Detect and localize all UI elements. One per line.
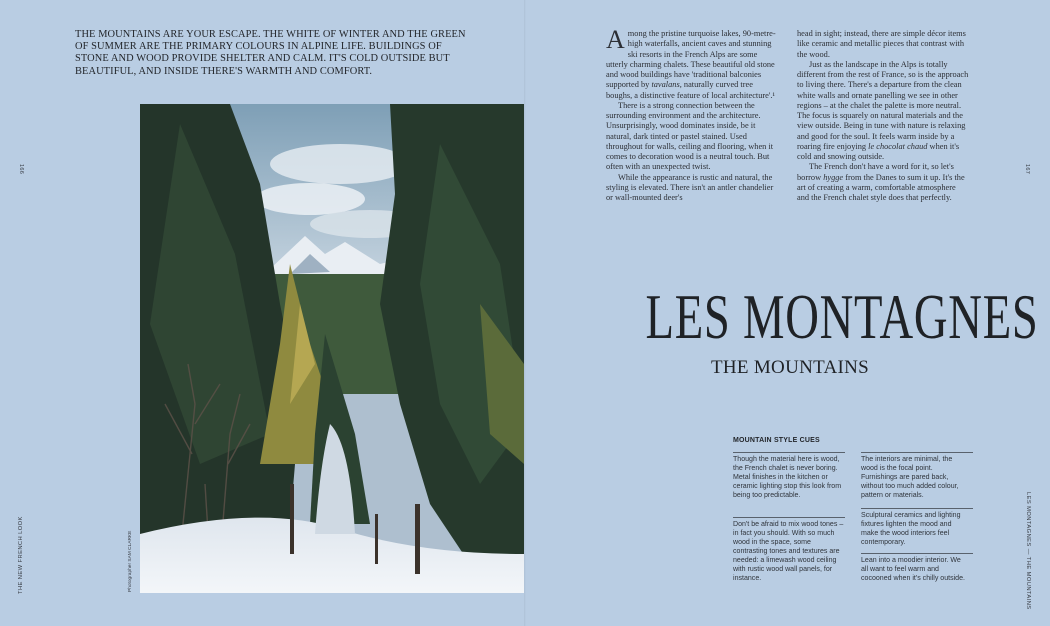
subheading: THE MOUNTAINS	[710, 357, 870, 378]
col2-paragraph-1: head in sight; instead, there are simple décor items like ceramic and metallic pieces that contrast with the wood.	[797, 29, 966, 59]
cue-item: The interiors are minimal, the wood is the focal point. Furnishings are pared back, without too much added colour, pattern or materials.	[861, 456, 959, 500]
col2-p2-text: Just as the landscape in the Alps is totally different from the rest of France, so is the approach to living there. There's a departure from the clean white walls and ornate panelling we see in other regions – at the chalet the palette is more neutral. The focus is squarely on natural materials and the view outside. Being in tune with nature is relaxing and good for the soul. It feels warm inside by a roaring fire enjoying	[797, 59, 969, 151]
body-column-2	[797, 29, 969, 203]
intro-paragraph: THE MOUNTAINS ARE YOUR ESCAPE. THE WHITE OF WINTER AND THE GREEN OF SUMMER ARE THE PRIMARY COLOURS IN ALPINE LIFE. BUILDINGS OF STONE AND WOOD PROVIDE SHELTER AND CALM. IT'S COLD OUTSIDE BUT BEAUTIFUL, AND INSIDE THERE'S WARMTH AND COMFORT.	[75, 29, 466, 77]
cue-divider	[861, 508, 973, 509]
cue-divider	[733, 452, 845, 453]
photo-credit: Photographer SAM CLARKE	[128, 530, 133, 592]
cue-item: Though the material here is wood, the French chalet is never boring. Metal finishes in the kitchen or ceramic lighting stop this look from being too predictable.	[733, 456, 842, 500]
mountain-forest-photo	[140, 104, 524, 593]
body-column-1	[606, 25, 778, 203]
col2-p3-italic: hygge	[823, 172, 844, 182]
col2-p2-text-b: when it's cold and snowing outside.	[797, 141, 960, 161]
cue-divider	[861, 553, 973, 554]
running-title-right: LES MONTAGNES — THE MOUNTAINS	[1025, 492, 1031, 610]
col1-paragraph-2: There is a strong connection between the surrounding environment and the architecture. Unsurprisingly, wood dominates inside, be it natural, dark tinted or pastel stained. Used throughout for walls, ceiling and flooring, when it comes to decoration wood is a neutral touch. But often with an unexpected twist.	[606, 100, 774, 172]
drop-cap: A	[606, 25, 625, 54]
col1-p1-text-a: mong the pristine turquoise lakes, 90-metre-high waterfalls, ancient caves and stunning ski resorts in the French Alps are some utterly charming chalets. These beautiful old stone and wood buildings have 'traditional balconies supported by	[606, 29, 776, 90]
col2-p3-text-a: The French don't have a word for it, so let's borrow	[797, 162, 954, 182]
photo-illustration	[140, 104, 524, 593]
col1-p1-italic: tavalans	[651, 80, 680, 90]
col1-paragraph-3: While the appearance is rustic and natural, the styling is elevated. There isn't an antler chandelier or wall-mounted deer's	[606, 172, 774, 202]
running-title-left: THE NEW FRENCH LOOK	[18, 516, 24, 594]
cue-item: Sculptural ceramics and lighting fixtures lighten the mood and make the wood interiors feel contemporary.	[861, 512, 961, 547]
style-cues-title: MOUNTAIN STYLE CUES	[733, 437, 820, 444]
page-number-left: 166	[18, 164, 24, 175]
cue-divider	[733, 517, 845, 518]
page-number-right: 167	[1024, 164, 1030, 175]
headline: LES MONTAGNES	[645, 282, 1039, 352]
cue-divider	[861, 452, 973, 453]
cue-item: Don't be afraid to mix wood tones – in fact you should. With so much wood in the space, some contrasting tones and textures are needed: a limewash wood ceiling with rustic wood wall panels, for instance.	[733, 521, 844, 583]
col2-p3-text-b: from the Danes to sum it up. It's the art of creating a warm, comfortable atmosphere and the French chalet style does that perfectly.	[797, 172, 965, 202]
cue-item: Lean into a moodier interior. We all want to feel warm and cocooned when it's chilly outside.	[861, 557, 965, 583]
col1-p1-text-b: , naturally curved tree boughs, a distinctive feature of local architecture'.¹	[606, 80, 775, 100]
col2-p2-italic: le chocolat chaud	[868, 141, 928, 151]
page-gutter	[524, 0, 526, 626]
